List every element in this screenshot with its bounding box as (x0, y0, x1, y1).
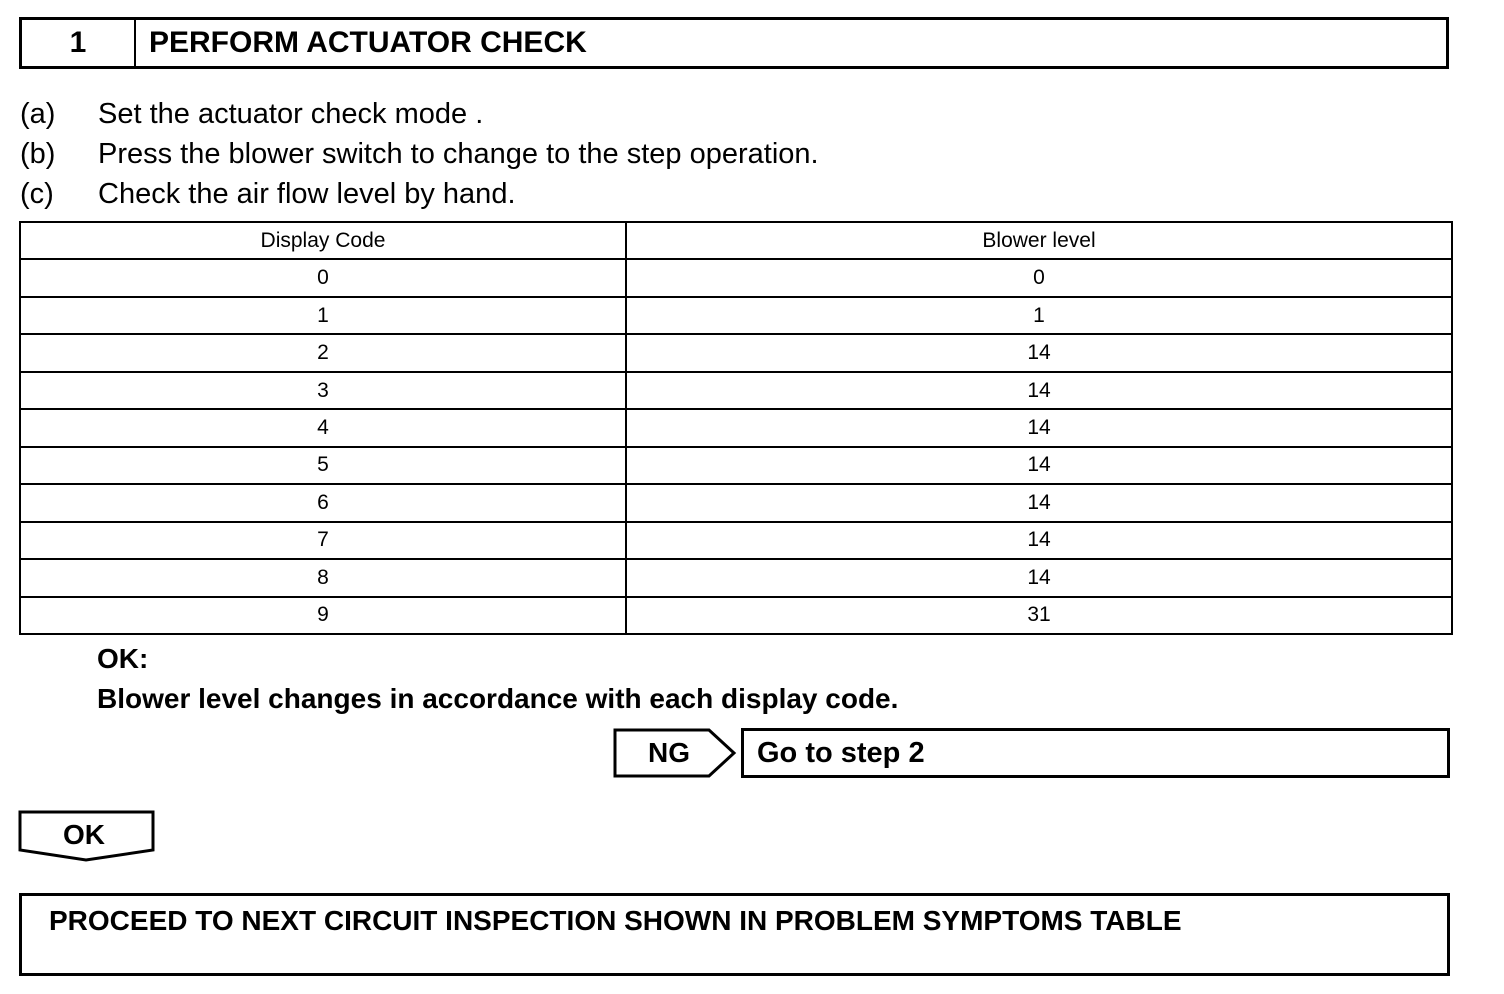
table-row (20, 447, 1452, 484)
instruction-label: (a) (20, 98, 56, 130)
display-code-cell: 7 (20, 522, 626, 559)
display-code-cell: 2 (20, 334, 626, 371)
column-header-display-code: Display Code (20, 222, 626, 259)
instruction-label: (c) (20, 178, 54, 210)
ng-label: NG (648, 737, 690, 768)
blower-level-cell: 0 (626, 259, 1452, 296)
blower-level-cell: 14 (626, 334, 1452, 371)
table-row (20, 597, 1452, 634)
table-row (20, 484, 1452, 521)
table-row (20, 559, 1452, 596)
display-code-cell: 0 (20, 259, 626, 296)
step-number: 1 (22, 20, 136, 66)
display-code-cell: 3 (20, 372, 626, 409)
table-row (20, 522, 1452, 559)
table-row (20, 372, 1452, 409)
blower-level-cell: 14 (626, 372, 1452, 409)
display-code-cell: 9 (20, 597, 626, 634)
table-row (20, 297, 1452, 334)
table-row (20, 409, 1452, 446)
instruction-text: Set the actuator check mode . (98, 98, 484, 130)
table-row (20, 334, 1452, 371)
instruction-label: (b) (20, 138, 56, 170)
display-code-cell: 1 (20, 297, 626, 334)
criteria-text: Blower level changes in accordance with each display code. (97, 683, 899, 714)
step-header (19, 17, 1449, 69)
criteria-heading: OK: (97, 643, 149, 674)
display-code-cell: 5 (20, 447, 626, 484)
table-row (20, 259, 1452, 296)
blower-level-cell: 14 (626, 522, 1452, 559)
column-header-blower-level: Blower level (626, 222, 1452, 259)
ok-label: OK (63, 819, 105, 850)
display-code-cell: 4 (20, 409, 626, 446)
blower-level-cell: 14 (626, 447, 1452, 484)
instruction-text: Check the air flow level by hand. (98, 178, 516, 210)
instruction-text: Press the blower switch to change to the step operation. (98, 138, 819, 170)
ng-result-badge (613, 728, 737, 778)
blower-level-cell: 1 (626, 297, 1452, 334)
ok-result-badge (18, 810, 155, 862)
display-code-cell: 8 (20, 559, 626, 596)
display-code-cell: 6 (20, 484, 626, 521)
ng-action: Go to step 2 (741, 728, 1450, 778)
next-step-box: PROCEED TO NEXT CIRCUIT INSPECTION SHOWN IN PROBLEM SYMPTOMS TABLE (19, 893, 1450, 976)
blower-level-cell: 14 (626, 484, 1452, 521)
table-header-row (20, 222, 1452, 259)
blower-level-table (19, 221, 1453, 635)
blower-level-cell: 31 (626, 597, 1452, 634)
step-title: PERFORM ACTUATOR CHECK (149, 26, 587, 59)
blower-level-cell: 14 (626, 409, 1452, 446)
blower-level-cell: 14 (626, 559, 1452, 596)
